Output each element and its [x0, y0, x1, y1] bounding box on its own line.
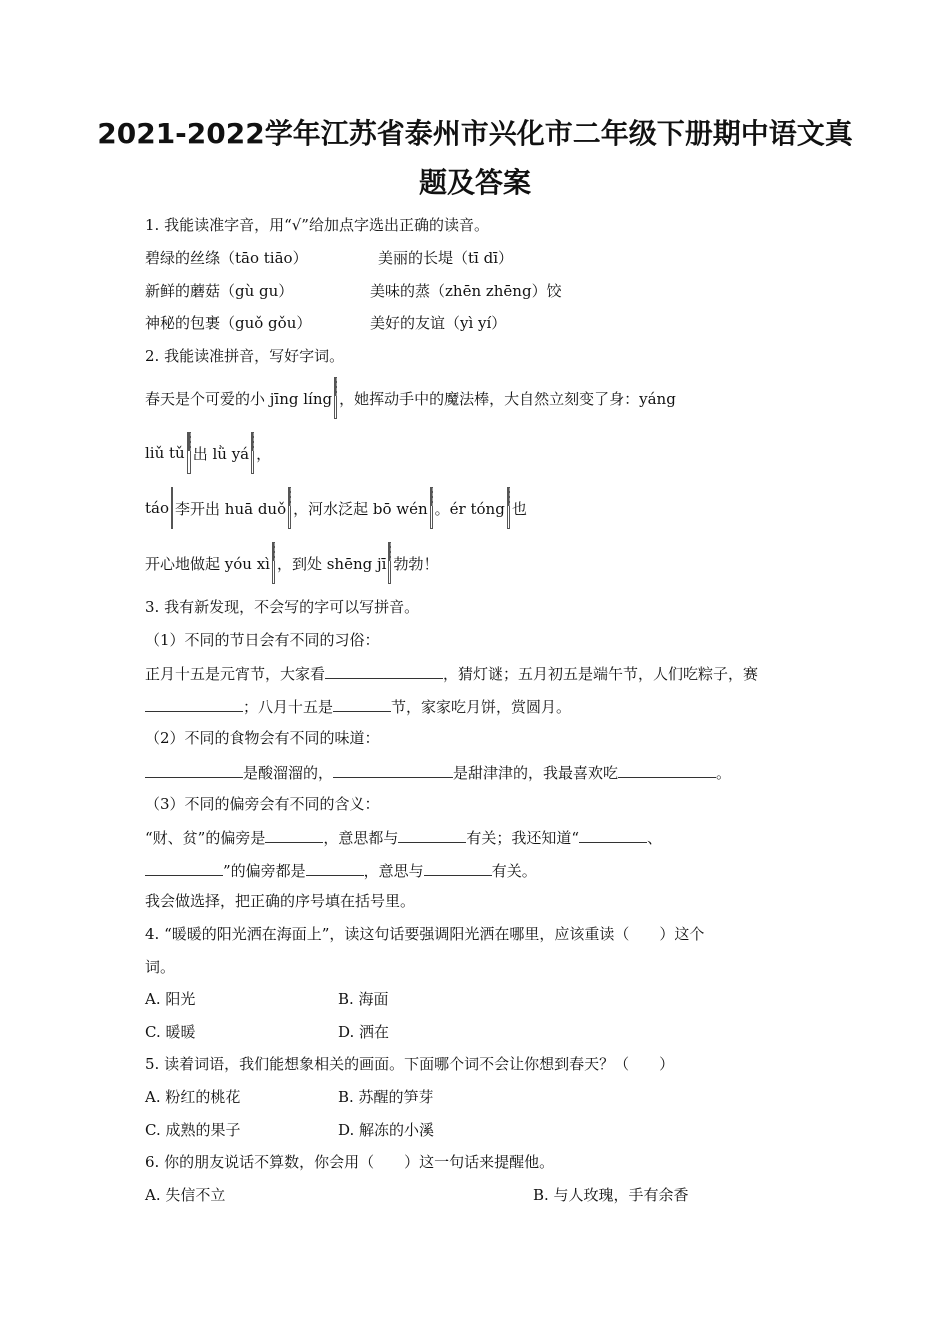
q5-option-b[interactable]: B. 苏醒的笋芽: [338, 1088, 434, 1106]
tianzige-box[interactable]: [288, 487, 291, 529]
q2-text: 春天是个可爱的小 jīng líng: [145, 389, 333, 408]
tianzige-box[interactable]: [171, 487, 173, 529]
q1-row3-right: 美好的友谊（yì yí）: [370, 314, 507, 332]
q2-text: ，到处 shēng jī: [276, 554, 387, 573]
q3-sub1: （1）不同的节日会有不同的习俗：: [145, 631, 380, 649]
q5-option-d[interactable]: D. 解冻的小溪: [338, 1121, 435, 1139]
q1-stem: 1. 我能读准字音，用“√”给加点字选出正确的读音。: [145, 216, 489, 234]
q3-text: 是甜津津的，我最喜欢吃: [453, 764, 619, 782]
tianzige-box[interactable]: [187, 432, 191, 474]
tianzige-box[interactable]: [430, 487, 433, 529]
q2-text: ，: [256, 444, 272, 463]
q3-text: ；八月十五是: [243, 698, 334, 716]
document-title-line1: 2021-2022学年江苏省泰州市兴化市二年级下册期中语文真: [97, 117, 853, 150]
answer-blank[interactable]: [306, 859, 364, 876]
tianzige-box[interactable]: [334, 377, 337, 419]
q3-sub3: （3）不同的偏旁会有不同的含义：: [145, 795, 380, 813]
answer-blank[interactable]: [579, 826, 647, 843]
q3-text: 。: [716, 764, 732, 782]
document-title-line2: 题及答案: [418, 166, 531, 199]
q3-stem: 3. 我有新发现，不会写的字可以写拼音。: [145, 598, 420, 616]
tianzige-box[interactable]: [251, 432, 254, 474]
q2-text: táo: [145, 499, 170, 517]
q4-option-b[interactable]: B. 海面: [338, 990, 389, 1008]
answer-blank[interactable]: [333, 761, 453, 778]
answer-blank[interactable]: [145, 761, 243, 778]
q2-text: liǔ tǔ: [145, 444, 185, 462]
q2-text: 李开出 huā duǒ: [175, 499, 287, 518]
q3-sub3-line2: [145, 859, 537, 881]
tianzige-box[interactable]: [507, 487, 510, 529]
q3-text: ，意思都与: [323, 829, 399, 847]
q3-text: ，意思与: [363, 862, 424, 880]
answer-blank[interactable]: [618, 761, 716, 778]
q2-text: 也: [511, 499, 527, 518]
q5-option-a[interactable]: A. 粉红的桃花: [145, 1088, 241, 1106]
answer-blank[interactable]: [145, 859, 223, 876]
q2-row3: [145, 487, 527, 529]
q5-stem: 5. 读着词语，我们能想象相关的画面。下面哪个词不会让你想到春天？（ ）: [145, 1055, 675, 1073]
q2-stem: 2. 我能读准拼音，写好字词。: [145, 347, 345, 365]
choose-intro: 我会做选择，把正确的序号填在括号里。: [145, 892, 416, 910]
q3-sub1-line1: [145, 662, 758, 684]
q3-text: 是酸溜溜的，: [243, 764, 334, 782]
q1-row1-left: 碧绿的丝绦（tāo tiāo）: [145, 249, 308, 267]
q3-text: 有关；我还知道“: [466, 829, 580, 847]
q2-text: 。ér tóng: [434, 499, 505, 518]
q2-text: 勃勃！: [393, 554, 439, 573]
q3-sub3-line1: [145, 826, 662, 848]
q3-sub2-line: [145, 761, 731, 783]
q1-row1-right: 美丽的长堤（tī dī）: [378, 249, 513, 267]
q6-option-b[interactable]: B. 与人玫瑰，手有余香: [533, 1186, 689, 1204]
q3-text: 正月十五是元宵节，大家看: [145, 665, 326, 683]
q2-text: ，她挥动手中的魔法棒，大自然立刻变了身：yáng: [339, 389, 676, 408]
answer-blank[interactable]: [424, 859, 492, 876]
q3-text: ，猜灯谜；五月初五是端午节，人们吃粽子，赛: [443, 665, 759, 683]
q2-row2: [145, 432, 271, 474]
q2-text: 开心地做起 yóu xì: [145, 554, 270, 573]
q5-option-c[interactable]: C. 成熟的果子: [145, 1121, 241, 1139]
answer-blank[interactable]: [145, 695, 243, 712]
q3-text: 、: [647, 829, 663, 847]
q3-text: ”的偏旁都是: [223, 862, 306, 880]
answer-blank[interactable]: [265, 826, 323, 843]
q3-sub1-line2: [145, 695, 571, 717]
q2-text: 出 lǜ yá: [192, 444, 250, 463]
q2-text: ，河水泛起 bō wén: [293, 499, 428, 518]
tianzige-box[interactable]: [272, 542, 275, 584]
q6-option-a[interactable]: A. 失信不立: [145, 1186, 226, 1204]
q4-option-c[interactable]: C. 暖暖: [145, 1023, 196, 1041]
q4-option-a[interactable]: A. 阳光: [145, 990, 196, 1008]
answer-blank[interactable]: [325, 662, 443, 679]
q4-stem-line2: 词。: [145, 958, 176, 976]
q3-text: 有关。: [491, 862, 537, 880]
answer-blank[interactable]: [398, 826, 466, 843]
q1-row2-right: 美味的蒸（zhēn zhēng）饺: [370, 282, 562, 300]
q4-option-d[interactable]: D. 洒在: [338, 1023, 390, 1041]
q1-row3-left: 神秘的包裹（guǒ gǒu）: [145, 314, 312, 332]
answer-blank[interactable]: [333, 695, 391, 712]
q3-sub2: （2）不同的食物会有不同的味道：: [145, 729, 380, 747]
q2-row1: [145, 377, 676, 419]
q1-row2-left: 新鲜的蘑菇（gù gu）: [145, 282, 294, 300]
q6-stem: 6. 你的朋友说话不算数，你会用（ ）这一句话来提醒他。: [145, 1153, 555, 1171]
tianzige-box[interactable]: [388, 542, 391, 584]
q2-row4: [145, 542, 438, 584]
q3-text: “财、贫”的偏旁是: [145, 829, 266, 847]
q3-text: 节，家家吃月饼，赏圆月。: [391, 698, 572, 716]
q4-stem-line1: 4. “暖暖的阳光洒在海面上”，读这句话要强调阳光洒在哪里，应该重读（ ）这个: [145, 925, 705, 943]
